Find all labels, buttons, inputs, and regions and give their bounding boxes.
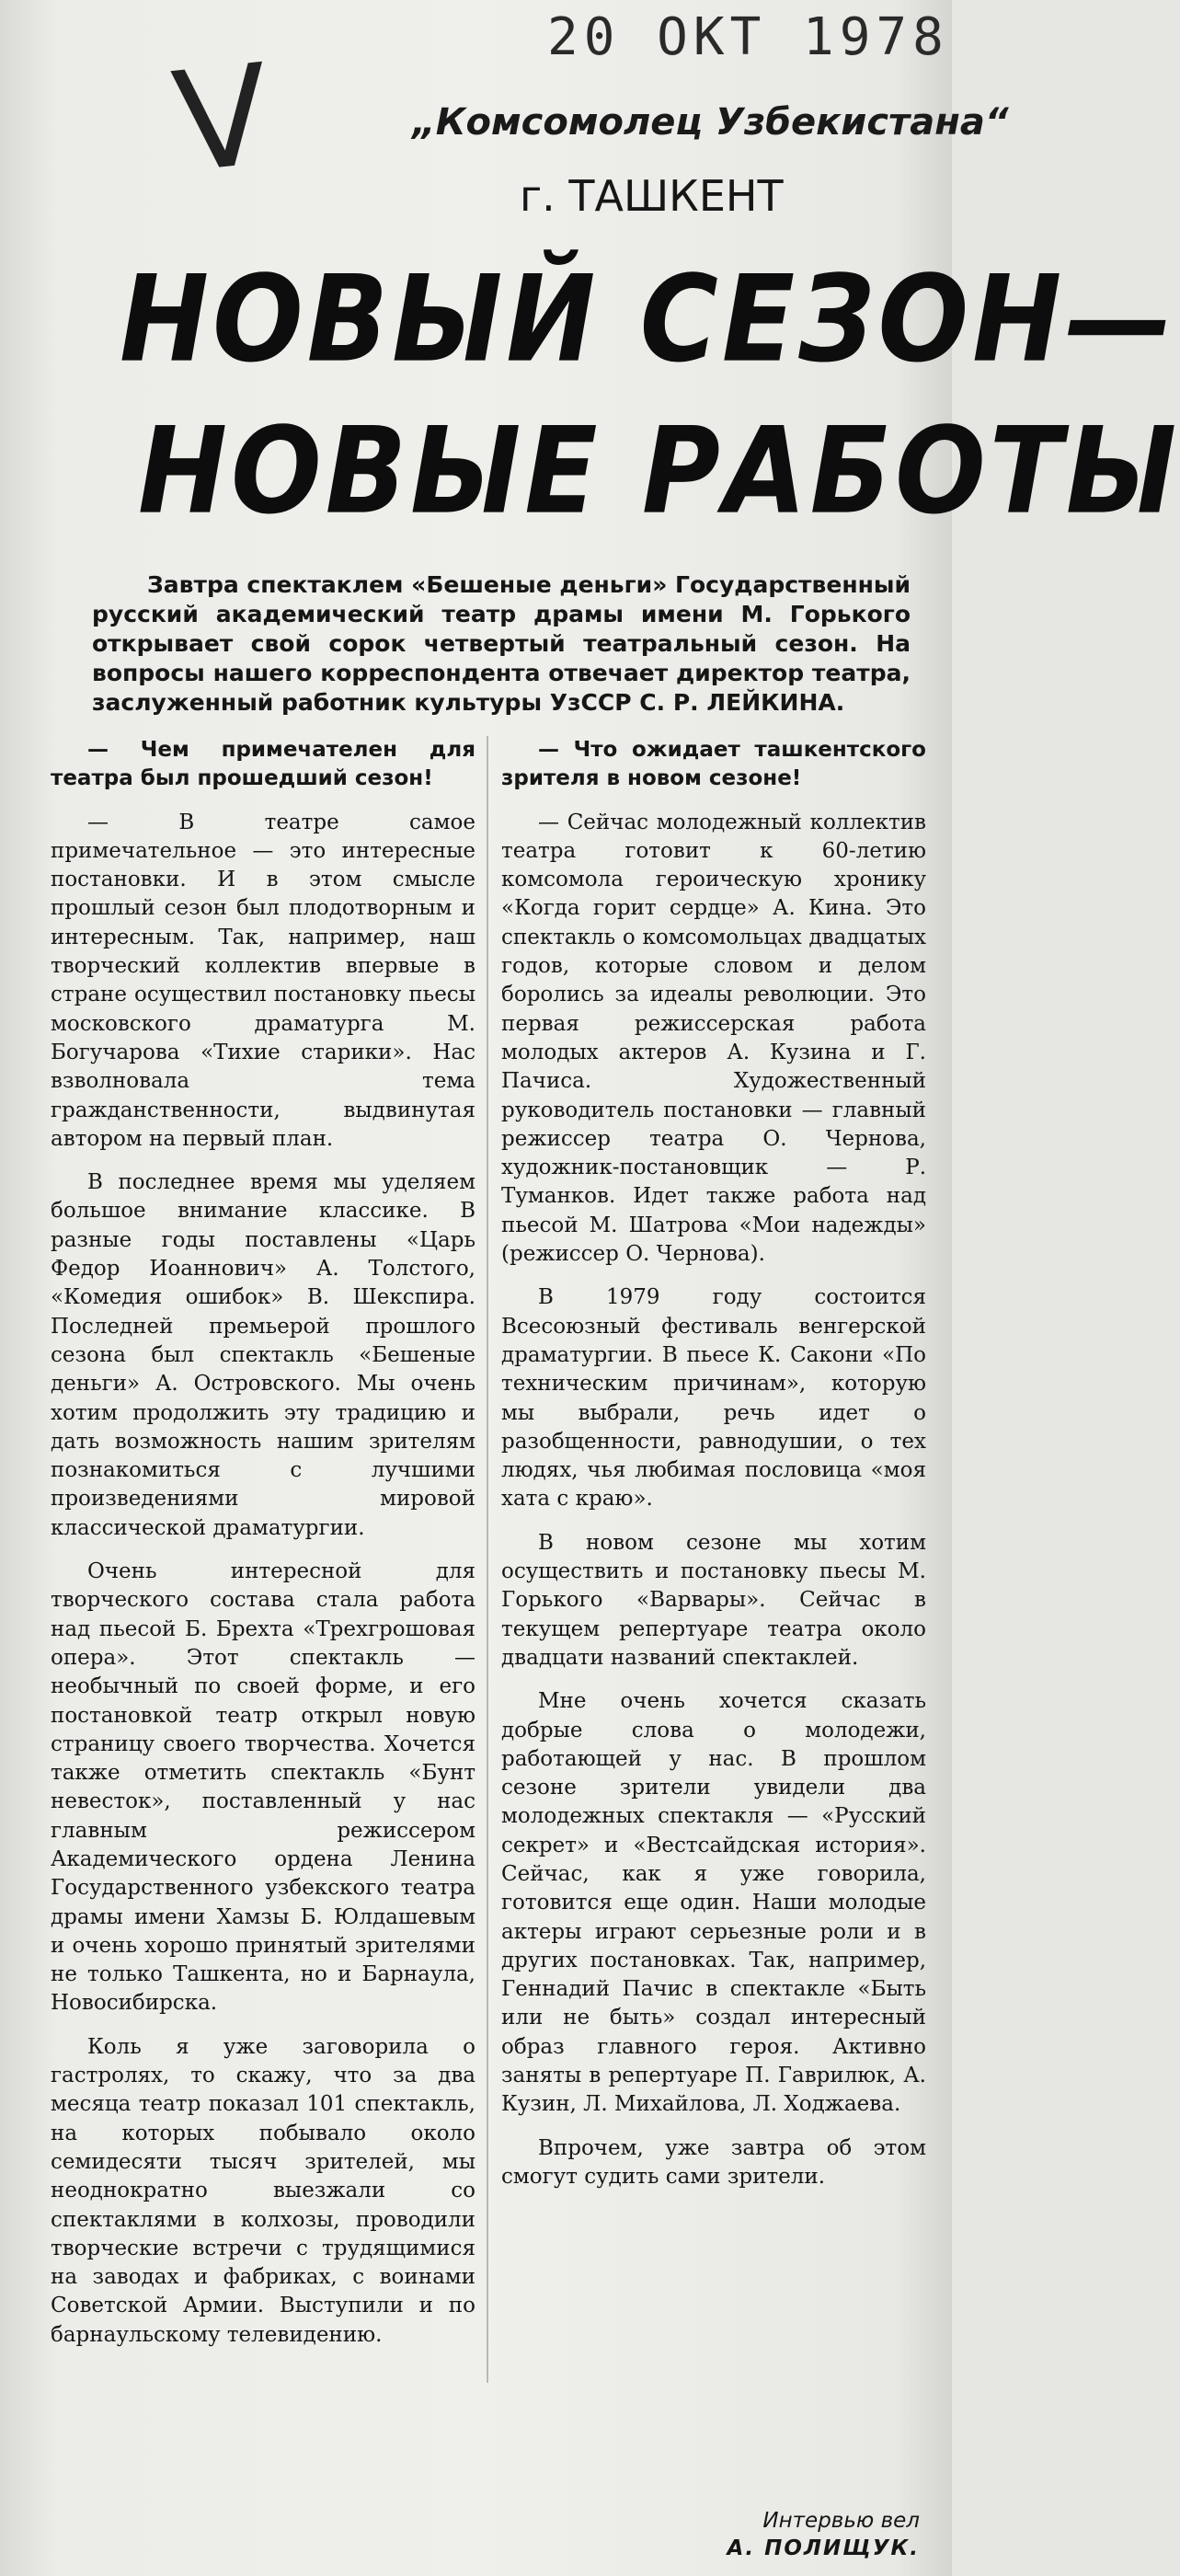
handwritten-check-mark: V — [166, 35, 278, 204]
article-paragraph: Впрочем, уже завтра об этом смогут судить сами зрители. — [501, 2135, 926, 2189]
article-paragraph: В 1979 году состоится Всесоюзный фестиваль венгерской драматургии. В пьесе К. Сакони «По техническим причинам», которую мы выбрали, речь идет о разобщенности, равнодушии, о тех людях, чья любимая пословица «моя хата с краю». — [501, 1285, 926, 1512]
lead-paragraph: Завтра спектаклем «Бешеные деньги» Государственный русский академический театр драмы имени М. Горького открывает свой сорок четвертый театральный сезон. На вопросы нашего корреспондента отвечает директор театра, заслуженный работник культуры УзССР С. Р. ЛЕЙКИНА. — [92, 571, 911, 716]
newspaper-name: „Комсомолец Узбекистана“ — [412, 101, 1009, 144]
article-paragraph: В новом сезоне мы хотим осуществить и постановку пьесы М. Горького «Варвары». Сейчас в текущем репертуаре театра около двадцати названий спектаклей. — [501, 1530, 926, 1670]
article-paragraph: Очень интересной для творческого состава стала работа над пьесой Б. Брехта «Трехгрошовая опера». Этот спектакль — необычный по своей форме, и его постановкой театр открыл новую страницу своего творчества. Хочется также отметить спектакль «Бунт невесток», поставленный у нас главным режиссером Академического ордена Ленина Государственного узбекского театра драмы имени Хамзы Б. Юлдашевым и очень хорошо принятый зрителями не только Ташкента, но и Барнаула, Новосибирска. — [51, 1559, 475, 2016]
article-paragraph: — Сейчас молодежный коллектив театра готовит к 60-летию комсомола героическую хронику «Когда горит сердце» А. Кина. Это спектакль о комсомольцах двадцатых годов, которые словом и делом боролись за идеалы революции. Это первая режиссерская работа молодых актеров А. Кузина и Г. Пачиса. Художественный руководитель постановки — главный режиссер театра О. Чернова, художник-постановщик — Р. Туманков. Идет также работа над пьесой М. Шатрова «Мои надежды» (режиссер О. Чернова). — [501, 810, 926, 1267]
article-paragraph: Коль я уже заговорила о гастролях, то скажу, что за два месяца театр показал 101 спектакль, на которых побывало около семидесяти тысяч зрителей, мы неоднократно выезжали со спектаклями в колхозы, проводили творческие встречи с трудящимися на заводах и фабриках, с воинами Советской Армии. Выступили и по барнаульскому телевидению. — [51, 2034, 475, 2347]
headline-line-2: НОВЫЕ РАБОТЫ — [138, 401, 1180, 542]
city-label: г. ТАШКЕНТ — [520, 171, 784, 221]
left-column — [51, 736, 475, 2364]
right-column — [501, 736, 926, 2206]
signature-label: Интервью вел — [762, 2509, 920, 2533]
article-paragraph: — В театре самое примечательное — это интересные постановки. И в этом смысле прошлый сезон был плодотворным и интересным. Так, например, наш творческий коллектив впервые в стране осуществил постановку пьесы московского драматурга М. Богучарова «Тихие старики». Нас взволновала тема гражданственности, выдвинутая автором на первый план. — [51, 810, 475, 1151]
signature-author: А. ПОЛИЩУК. — [727, 2536, 920, 2560]
date-stamp: 20 ОКТ 1978 — [547, 7, 949, 67]
question-2: — Что ожидает ташкентского зрителя в новом сезоне! — [501, 738, 926, 791]
article-paragraph: В последнее время мы уделяем большое внимание классике. В разные годы поставлены «Царь Федор Иоаннович» А. Толстого, «Комедия ошибок» В. Шекспира. Последней премьерой прошлого сезона был спектакль «Бешеные деньги» А. Островского. Мы очень хотим продолжить эту традицию и дать возможность нашим зрителям познакомиться с лучшими произведениями мировой классической драматургии. — [51, 1170, 475, 1540]
question-1: — Чем примечателен для театра был прошедший сезон! — [51, 738, 475, 791]
column-divider — [487, 736, 488, 2383]
headline-line-1: НОВЫЙ СЕЗОН— — [120, 249, 1176, 390]
signature — [690, 2507, 920, 2562]
article-paragraph: Мне очень хочется сказать добрые слова о молодежи, работающей у нас. В прошлом сезоне зрители увидели два молодежных спектакля — «Русский секрет» и «Вестсайдская история». Сейчас, как я уже говорила, готовится еще один. Наши молодые актеры играют серьезные роли и в других постановках. Так, например, Геннадий Пачис в спектакле «Быть или не быть» создал интересный образ главного героя. Активно заняты в репертуаре П. Гаврилюк, А. Кузин, Л. Михайлова, Л. Ходжаева. — [501, 1689, 926, 2117]
